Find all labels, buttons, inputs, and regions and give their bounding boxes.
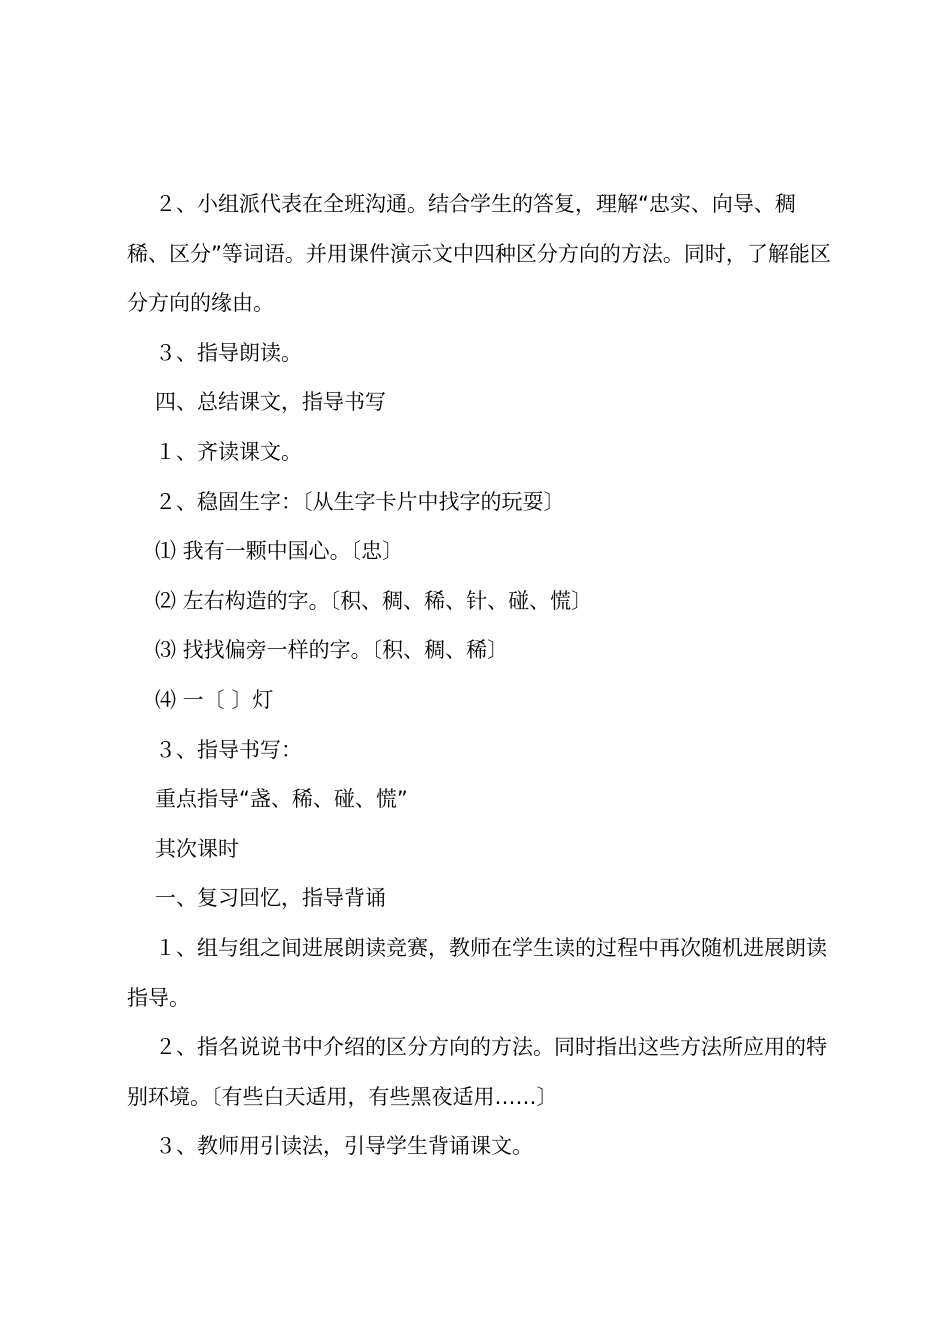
paragraph-consolidate-characters: ２、稳固生字：〔从生字卡片中找字的玩耍〕: [155, 489, 565, 514]
paragraph-recite-text: ３、教师用引读法，引导学生背诵课文。: [155, 1134, 533, 1159]
section-heading-review: 一、复习回忆，指导背诵: [155, 886, 386, 911]
list-item-1: ⑴ 我有一颗中国心。〔忠〕: [155, 539, 404, 564]
list-item-2: ⑵ 左右构造的字。〔积、稠、稀、针、碰、慌〕: [155, 588, 593, 613]
section-heading-summary: 四、总结课文，指导书写: [155, 390, 386, 415]
document-body: [127, 180, 837, 1172]
paragraph-key-characters: 重点指导“盏、稀、碰、慌”: [155, 787, 408, 812]
paragraph-read-together: １、齐读课文。: [155, 439, 302, 464]
list-item-3: ⑶ 找找偏旁一样的字。〔积、稠、稀〕: [155, 638, 509, 663]
list-item-4: ⑷ 一〔 〕灯: [155, 687, 274, 712]
paragraph-guide-writing: ３、指导书写：: [155, 737, 302, 762]
paragraph-direction-methods: ２、指名说说书中介绍的区分方向的方法。同时指出这些方法所应用的特别环境。〔有些白天适用，有些黑夜适用……〕: [127, 1035, 827, 1109]
paragraph-group-report: ２、小组派代表在全班沟通。结合学生的答复，理解“忠实、向导、稠稀、区分”等词语。并用课件演示文中四种区分方向的方法。同时，了解能区分方向的缘由。: [127, 192, 831, 316]
paragraph-reading-contest: １、组与组之间进展朗读竞赛，教师在学生读的过程中再次随机进展朗读指导。: [127, 935, 827, 1010]
section-heading-second-lesson: 其次课时: [155, 836, 239, 861]
paragraph-guide-reading: ３、指导朗读。: [155, 340, 302, 365]
